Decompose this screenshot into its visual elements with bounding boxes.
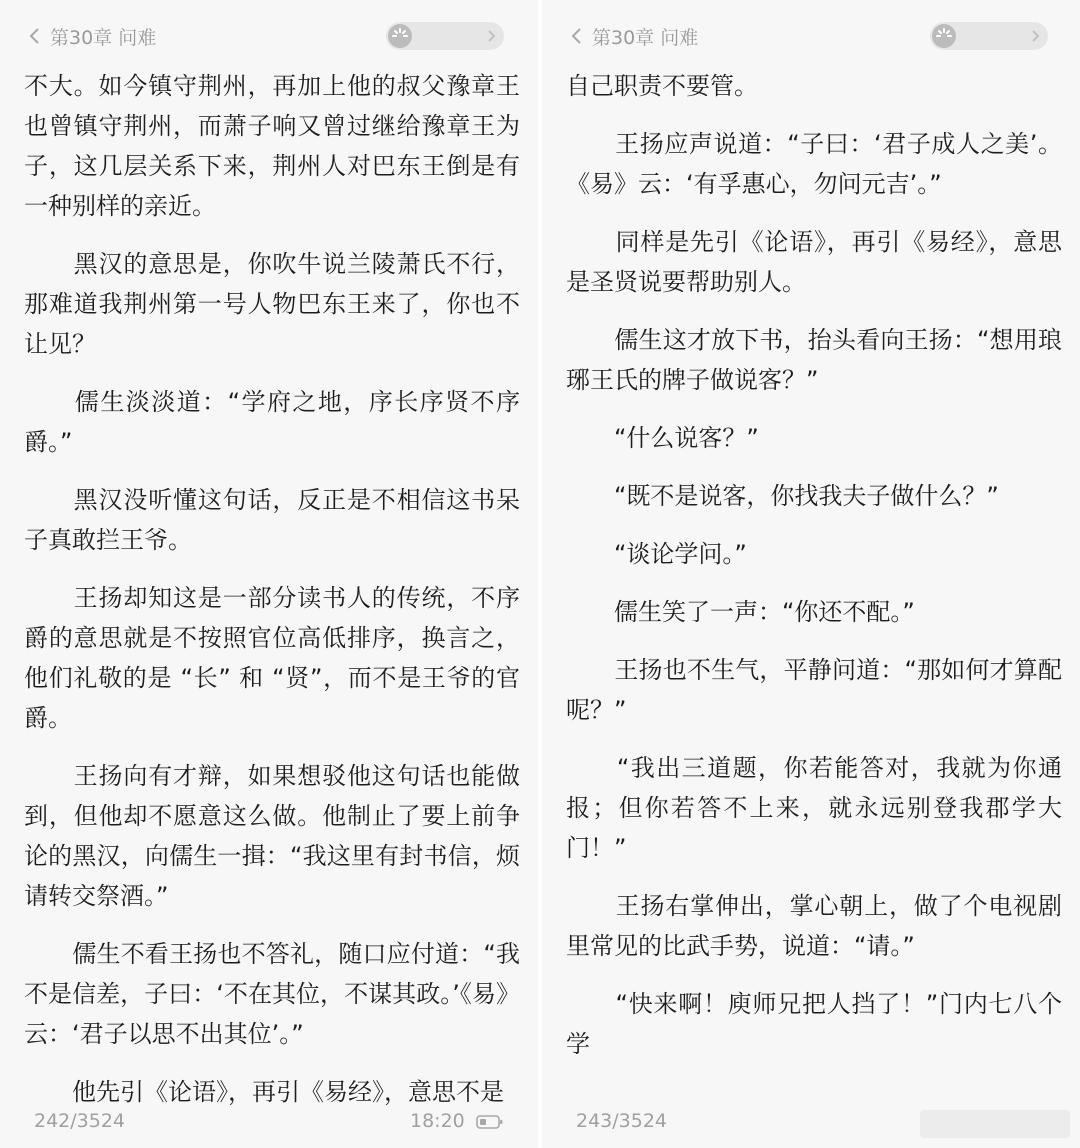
paragraph: 王扬右掌伸出，掌心朝上，做了个电视剧里常见的比武手势，说道：“请。”	[566, 892, 1062, 960]
chapter-title: 第30章 问难	[50, 26, 157, 49]
paragraph: 王扬却知这是一部分读书人的传统，不序爵的意思就是不按照官位高低排序，换言之，他们礼敬的是 “长” 和 “贤”，而不是王爷的官爵。	[24, 584, 520, 732]
paragraph: 儒生这才放下书，抬头看向王扬：“想用琅琊王氏的牌子做说客？”	[566, 326, 1062, 394]
chevron-left-icon	[28, 26, 42, 46]
paragraph: 儒生淡淡道：“学府之地，序长序贤不序爵。”	[24, 388, 520, 456]
clock-time: 18:20	[410, 1110, 465, 1132]
paragraph: 自己职责不要管。	[566, 72, 758, 100]
chevron-right-icon	[486, 27, 496, 45]
paragraph: 儒生笑了一声：“你还不配。”	[566, 598, 915, 626]
reader-page-left	[0, 0, 538, 1148]
reader-footer	[0, 1110, 538, 1138]
audio-player-pill[interactable]	[386, 22, 504, 50]
paragraph: 黑汉的意思是，你吹牛说兰陵萧氏不行，那难道我荆州第一号人物巴东王来了，你也不让见？	[24, 250, 520, 358]
reader-page-right	[542, 0, 1080, 1148]
paragraph: 黑汉没听懂这句话，反正是不相信这书呆子真敢拦王爷。	[24, 486, 520, 554]
paragraph: “快来啊！庾师兄把人挡了！”门内七八个学	[566, 990, 1062, 1058]
audio-spinner-icon	[388, 24, 412, 48]
chapter-title: 第30章 问难	[592, 26, 699, 49]
reader-top-bar	[542, 0, 1080, 64]
back-button[interactable]	[570, 22, 698, 50]
paragraph: 他先引《论语》，再引《易经》，意思不是	[24, 1078, 504, 1106]
paragraph: 儒生不看王扬也不答礼，随口应付道：“我不是信差，子曰：‘不在其位，不谋其政。’《易》云：‘君子以思不出其位’。”	[24, 940, 520, 1048]
paragraph: “我出三道题，你若能答对，我就为你通报；但你若答不上来，就永远别登我郡学大门！”	[566, 754, 1062, 862]
audio-spinner-icon	[932, 24, 956, 48]
page-number: 242/3524	[34, 1110, 126, 1132]
paragraph: “什么说客？”	[566, 424, 759, 452]
chevron-left-icon	[570, 26, 584, 46]
watermark	[920, 1110, 1070, 1138]
audio-player-pill[interactable]	[930, 22, 1048, 50]
paragraph: 王扬也不生气，平静问道：“那如何才算配呢？”	[566, 656, 1062, 724]
paragraph: 王扬向有才辩，如果想驳他这句话也能做到，但他却不愿意这么做。他制止了要上前争论的黑汉，向儒生一揖：“我这里有封书信，烦请转交祭酒。”	[24, 762, 520, 910]
paragraph: 不大。如今镇守荆州，再加上他的叔父豫章王也曾镇守荆州，而萧子响又曾过继给豫章王为子，这几层关系下来，荆州人对巴东王倒是有一种别样的亲近。	[24, 72, 520, 220]
back-button[interactable]	[28, 22, 156, 50]
battery-icon	[476, 1114, 504, 1130]
paragraph: “既不是说客，你找我夫子做什么？”	[566, 482, 999, 510]
reader-top-bar	[0, 0, 538, 64]
chapter-text	[24, 66, 520, 1106]
chapter-text	[566, 66, 1062, 1076]
paragraph: “谈论学问。”	[566, 540, 747, 568]
chevron-right-icon	[1030, 27, 1040, 45]
paragraph: 王扬应声说道：“子曰：‘君子成人之美’。《易》云：‘有孚惠心，勿问元吉’。”	[566, 130, 1062, 198]
page-number: 243/3524	[576, 1110, 668, 1132]
paragraph: 同样是先引《论语》，再引《易经》，意思是圣贤说要帮助别人。	[566, 228, 1062, 296]
